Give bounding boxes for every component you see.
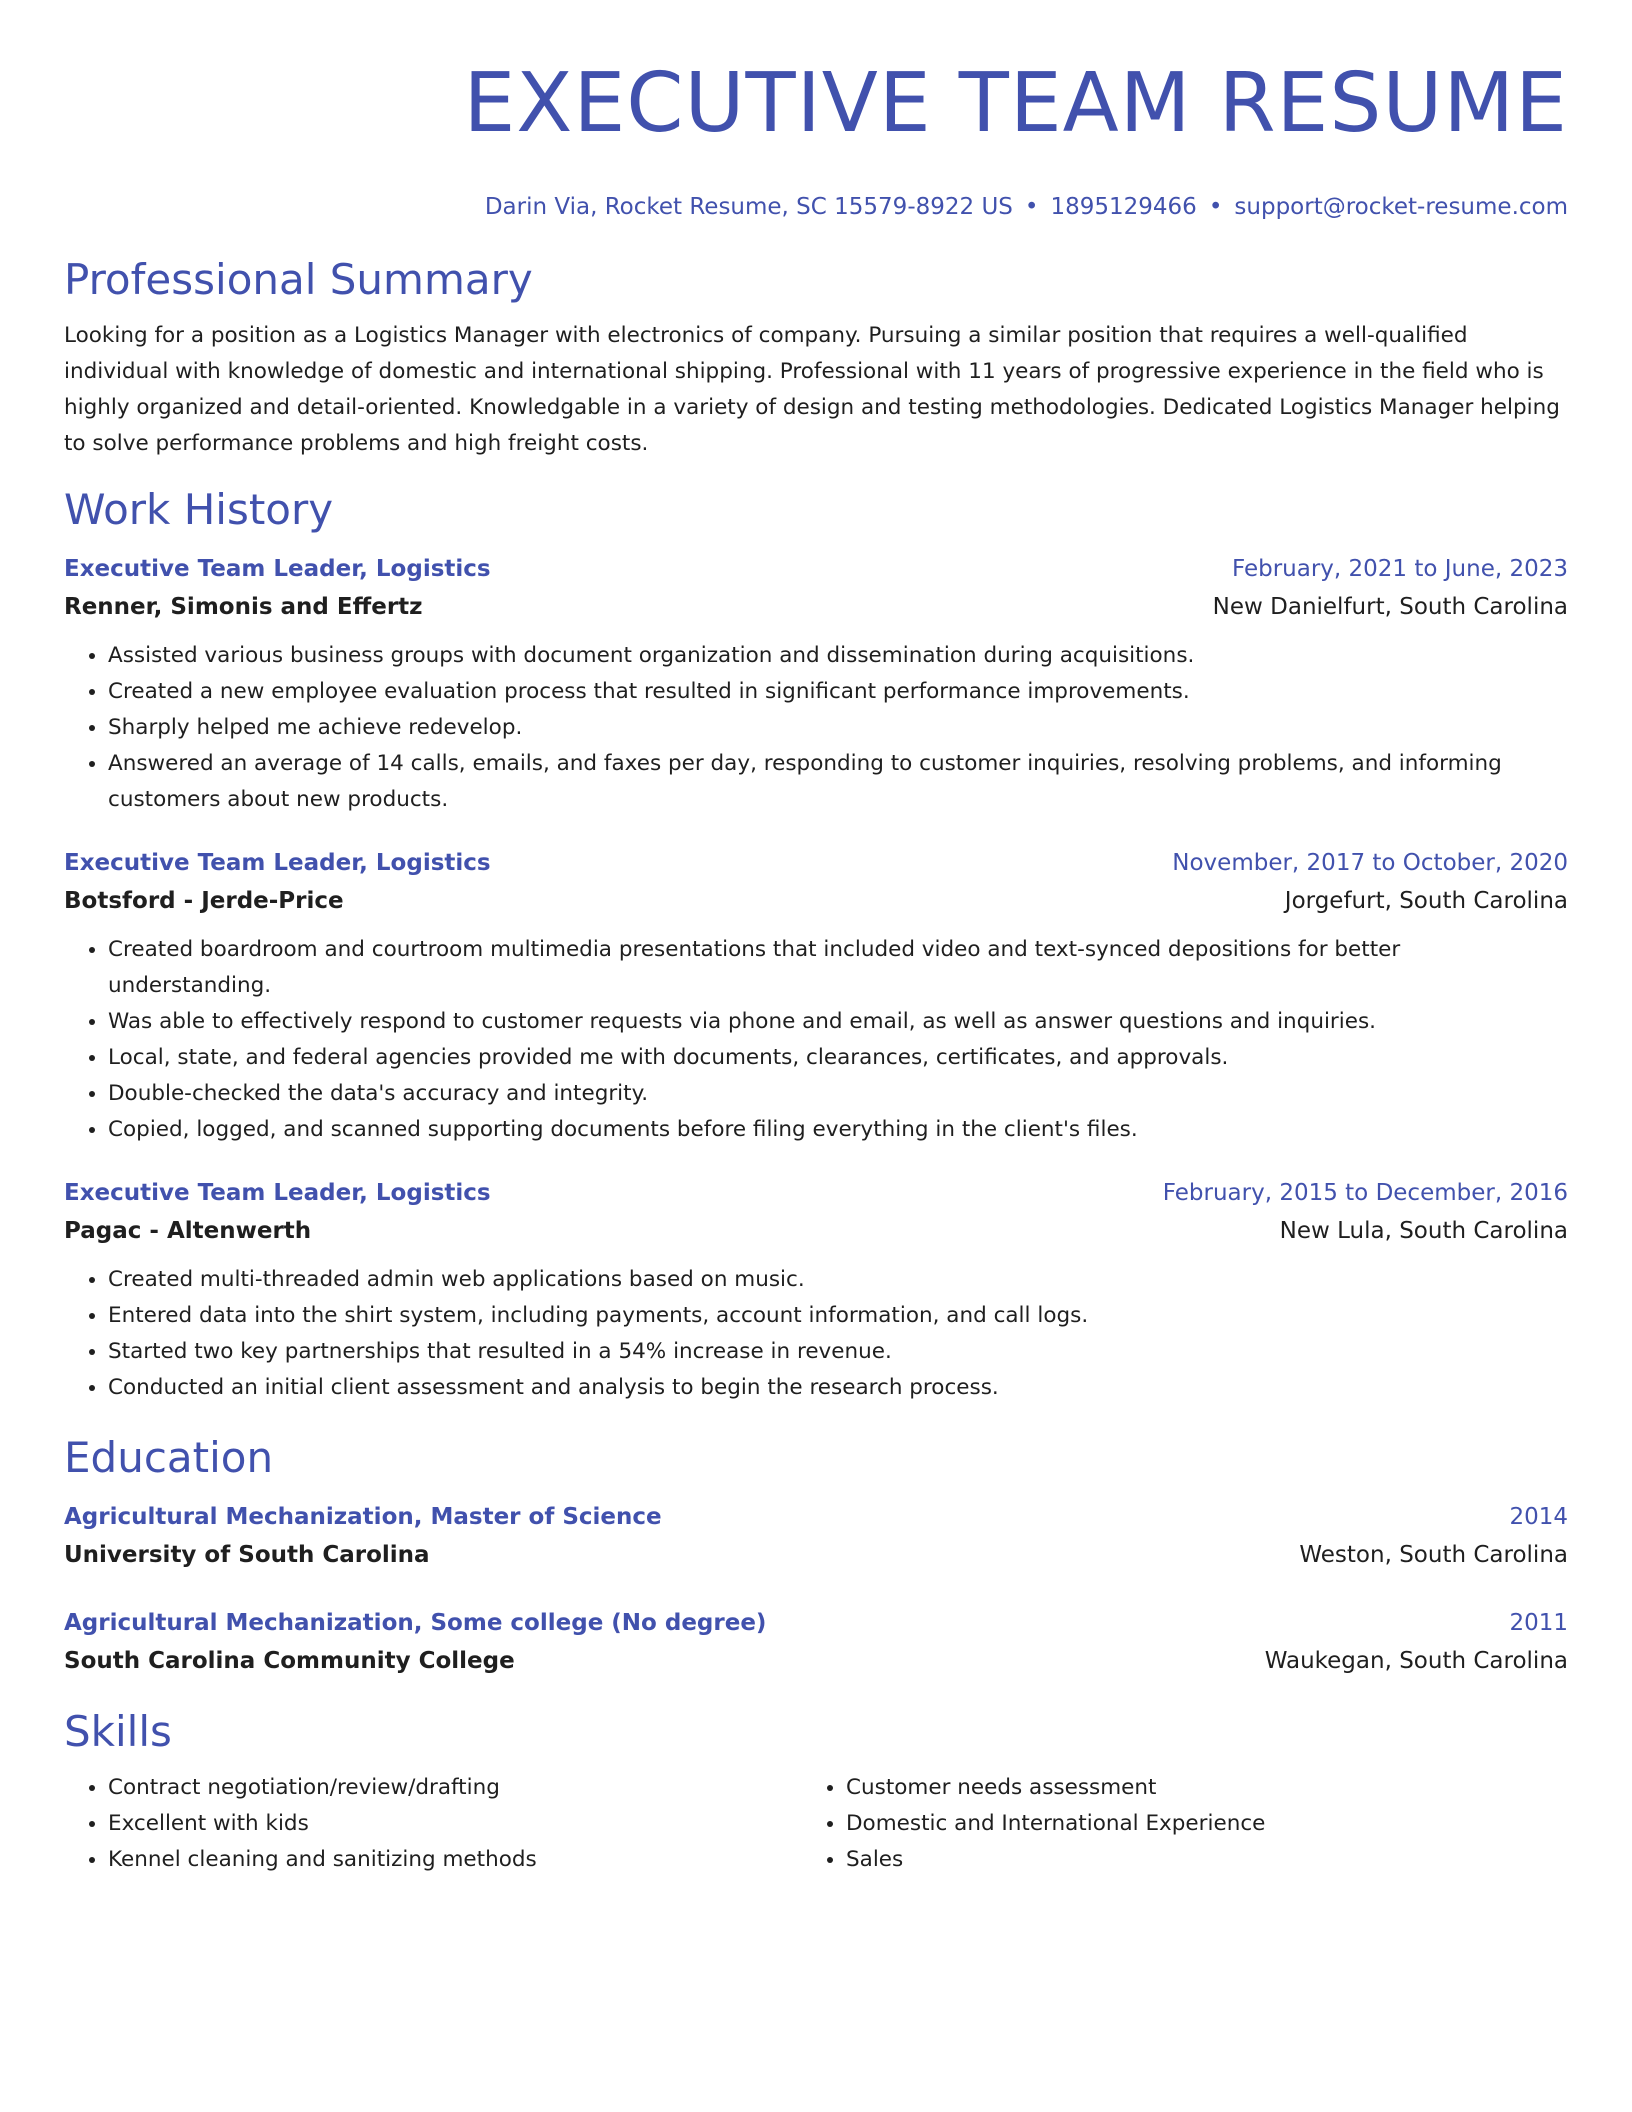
job-role: Executive Team Leader, Logistics (64, 556, 491, 582)
job-entry-3 (64, 1174, 1568, 1406)
job-company: Pagac - Altenwerth (64, 1218, 312, 1244)
job-company-row (64, 588, 1568, 626)
contact-email[interactable]: support@rocket-resume.com (1234, 194, 1568, 220)
job-bullet: • Created multi-threaded admin web applications based on music. (108, 1262, 1568, 1298)
job-company-row (64, 882, 1568, 920)
job-company: Botsford - Jerde-Price (64, 888, 344, 914)
resume-title: EXECUTIVE TEAM RESUME (463, 56, 1568, 151)
skill-item: • Domestic and International Experience (846, 1806, 1540, 1842)
job-bullet: • Local, state, and federal agencies provided me with documents, clearances, certificates, and approvals. (108, 1040, 1568, 1076)
job-dates: November, 2017 to October, 2020 (1172, 850, 1568, 876)
job-role: Executive Team Leader, Logistics (64, 850, 491, 876)
job-bullet: • Entered data into the shirt system, including payments, account information, and call logs. (108, 1298, 1568, 1334)
education-school: South Carolina Community College (64, 1648, 515, 1674)
job-bullet: • Created a new employee evaluation process that resulted in significant performance improvements. (108, 674, 1568, 710)
education-entry-1 (64, 1498, 1568, 1574)
skill-item: • Kennel cleaning and sanitizing methods (108, 1842, 802, 1878)
job-header-row (64, 844, 1568, 882)
job-header-row (64, 1174, 1568, 1212)
job-dates: February, 2021 to June, 2023 (1231, 556, 1568, 582)
job-bullet: • Assisted various business groups with document organization and dissemination during acquisitions. (108, 638, 1568, 674)
education-header-row (64, 1604, 1568, 1642)
job-role: Executive Team Leader, Logistics (64, 1180, 491, 1206)
education-school-row (64, 1642, 1568, 1680)
skills-column-left (64, 1770, 802, 1878)
job-bullet: • Was able to effectively respond to customer requests via phone and email, as well as answer questions and inquiries. (108, 1004, 1568, 1040)
job-bullets (64, 1262, 1568, 1406)
contact-phone: 1895129466 (1050, 194, 1197, 220)
job-location: Jorgefurt, South Carolina (1284, 888, 1568, 914)
education-school-row (64, 1536, 1568, 1574)
job-bullets (64, 932, 1568, 1148)
skill-item: • Customer needs assessment (846, 1770, 1540, 1806)
education-entry-2 (64, 1604, 1568, 1680)
education-year: 2014 (1509, 1504, 1568, 1530)
job-bullet: • Answered an average of 14 calls, emails, and faxes per day, responding to customer inquiries, resolving problems, and informing customers about new products. (108, 746, 1568, 818)
skill-item: • Excellent with kids (108, 1806, 802, 1842)
job-bullet: • Created boardroom and courtroom multimedia presentations that included video and text-synced depositions for better understanding. (108, 932, 1568, 1004)
job-bullet: • Copied, logged, and scanned supporting documents before filing everything in the client's files. (108, 1112, 1568, 1148)
education-degree: Agricultural Mechanization, Some college (No degree) (64, 1610, 767, 1636)
contact-address: Darin Via, Rocket Resume, SC 15579-8922 US (484, 194, 1013, 220)
skills-list (64, 1770, 1568, 1878)
job-bullet: • Sharply helped me achieve redevelop. (108, 710, 1568, 746)
education-year: 2011 (1509, 1610, 1568, 1636)
summary-text: Looking for a position as a Logistics Manager with electronics of company. Pursuing a similar position that requires a well-qualified individual with knowledge of domestic and international shipping. Professional with 11 years of progressive experience in the field who is highly organized and detail-oriented. Knowledgable in a variety of design and testing methodologies. Dedicated Logistics Manager helping to solve performance problems and high freight costs. (64, 323, 1560, 456)
job-dates: February, 2015 to December, 2016 (1162, 1180, 1568, 1206)
contact-line (64, 190, 1568, 224)
job-bullet: • Double-checked the data's accuracy and integrity. (108, 1076, 1568, 1112)
education-location: Weston, South Carolina (1299, 1542, 1568, 1568)
contact-separator: • (1024, 194, 1039, 220)
skill-item: • Contract negotiation/review/drafting (108, 1770, 802, 1806)
skills-heading: Skills (64, 1707, 172, 1756)
job-bullets (64, 638, 1568, 818)
job-location: New Danielfurt, South Carolina (1212, 594, 1568, 620)
summary-heading: Professional Summary (64, 255, 533, 304)
education-header-row (64, 1498, 1568, 1536)
skills-column-right (802, 1770, 1540, 1878)
work-history-heading: Work History (64, 485, 334, 534)
job-entry-2 (64, 844, 1568, 1148)
contact-separator: • (1208, 194, 1223, 220)
job-company-row (64, 1212, 1568, 1250)
job-entry-1 (64, 550, 1568, 818)
job-location: New Lula, South Carolina (1279, 1218, 1568, 1244)
skill-item: • Sales (846, 1842, 1540, 1878)
job-header-row (64, 550, 1568, 588)
job-company: Renner, Simonis and Effertz (64, 594, 423, 620)
education-degree: Agricultural Mechanization, Master of Science (64, 1504, 662, 1530)
job-bullet: • Started two key partnerships that resulted in a 54% increase in revenue. (108, 1334, 1568, 1370)
education-heading: Education (64, 1433, 274, 1482)
education-school: University of South Carolina (64, 1542, 430, 1568)
education-location: Waukegan, South Carolina (1264, 1648, 1568, 1674)
job-bullet: • Conducted an initial client assessment and analysis to begin the research process. (108, 1370, 1568, 1406)
